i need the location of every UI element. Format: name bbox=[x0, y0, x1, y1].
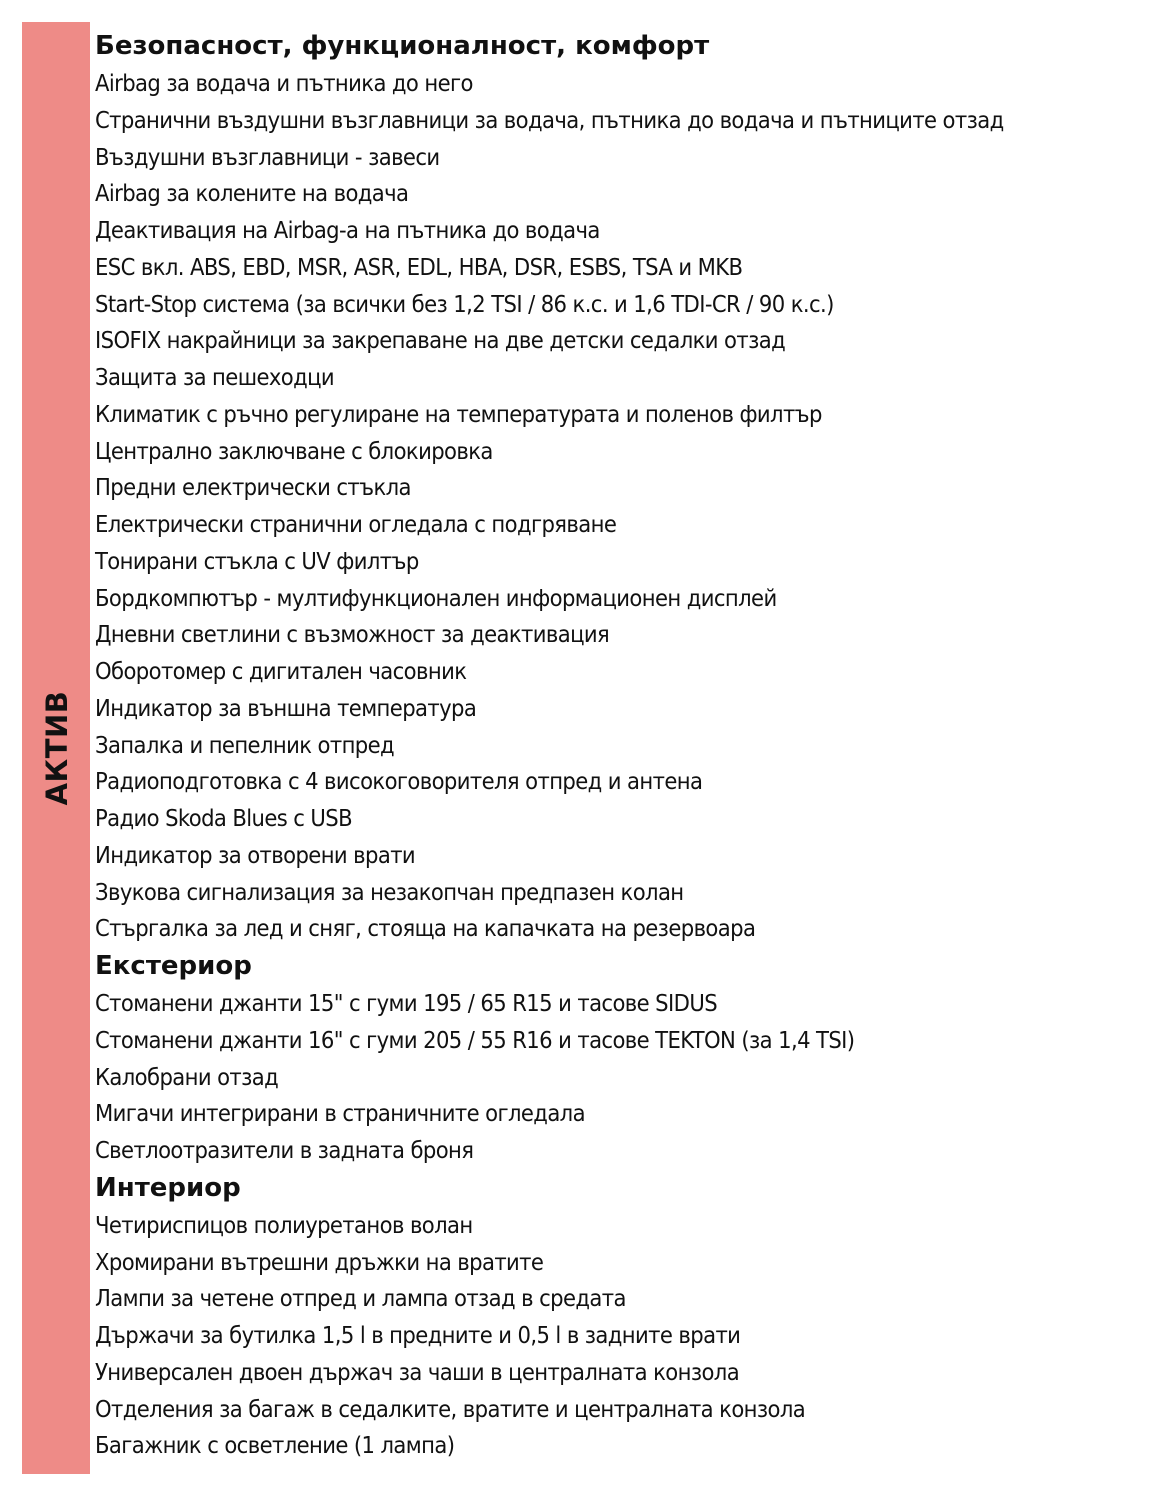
list-item: ESC вкл. ABS, EBD, MSR, ASR, EDL, HBA, DSR, ESBS, TSA и MKB bbox=[95, 252, 743, 281]
list-item: Багажник с осветление (1 лампа) bbox=[95, 1431, 455, 1460]
list-item: Централно заключване с блокировка bbox=[95, 436, 493, 465]
section-title-safety: Безопасност, функционалност, комфорт bbox=[95, 31, 710, 61]
list-item: ISOFIX накрайници за закрепаване на две детски седалки отзад bbox=[95, 326, 786, 355]
list-item: Стоманени джанти 15" с гуми 195 / 65 R15 и тасове SIDUS bbox=[95, 989, 718, 1017]
list-item: Airbag за водача и пътника до него bbox=[95, 69, 473, 97]
list-item: Индикатор за отворени врати bbox=[95, 840, 416, 869]
section-title-exterior: Екстериор bbox=[95, 951, 252, 981]
list-item: Въздушни възглавници - завеси bbox=[95, 142, 440, 171]
equipment-list bbox=[95, 27, 1155, 1464]
interior-items bbox=[95, 1207, 1155, 1464]
section-title-interior: Интериор bbox=[95, 1172, 241, 1203]
list-item: Airbag за колените на водача bbox=[95, 179, 409, 208]
list-item: Универсален двоен държач за чаши в централната конзола bbox=[95, 1357, 740, 1386]
list-item: Отделения за багаж в седалките, вратите и централната конзола bbox=[95, 1394, 806, 1423]
list-item: Предни електрически стъкла bbox=[95, 473, 411, 502]
list-item: Мигачи интегрирани в страничните огледала bbox=[95, 1099, 585, 1128]
safety-items bbox=[95, 65, 1155, 947]
list-item: Лампи за четене отпред и лампа отзад в средата bbox=[95, 1284, 626, 1313]
list-item: Оборотомер с дигитален часовник bbox=[95, 657, 467, 685]
list-item: Тонирани стъкла с UV филтър bbox=[95, 546, 419, 575]
list-item: Четириспицов полиуретанов волан bbox=[95, 1210, 473, 1239]
list-item: Стоманени джанти 16" с гуми 205 / 55 R16 и тасове TEKTON (за 1,4 TSI) bbox=[95, 1025, 855, 1054]
list-item: Климатик с ръчно регулиране на температурата и поленов филтър bbox=[95, 399, 822, 428]
list-item: Хромирани вътрешни дръжки на вратите bbox=[95, 1247, 544, 1276]
list-item: Калобрани отзад bbox=[95, 1062, 279, 1091]
list-item: Защита за пешеходци bbox=[95, 363, 335, 391]
list-item: Радиоподготовка с 4 високоговорителя отпред и антена bbox=[95, 767, 703, 796]
list-item: Държачи за бутилка 1,5 l в предните и 0,5 l в задните врати bbox=[95, 1321, 741, 1349]
list-item: Стъргалка за лед и сняг, стояща на капачката на резервоара bbox=[95, 914, 756, 943]
exterior-items bbox=[95, 985, 1155, 1169]
list-item: Запалка и пепелник отпред bbox=[95, 730, 395, 759]
list-item: Радио Skoda Blues с USB bbox=[95, 804, 353, 832]
list-item: Странични въздушни възглавници за водача, пътника до водача и пътниците отзад bbox=[95, 105, 1004, 134]
list-item: Дневни светлини с възможност за деактивация bbox=[95, 620, 610, 649]
list-item: Електрически странични огледала с подгряване bbox=[95, 510, 617, 538]
trim-level-label: АКТИВ bbox=[40, 690, 74, 806]
list-item: Звукова сигнализация за незакопчан предпазен колан bbox=[95, 877, 684, 906]
list-item: Светлоотразители в задната броня bbox=[95, 1136, 474, 1164]
list-item: Деактивация на Airbag-a на пътника до водача bbox=[95, 216, 600, 244]
list-item: Индикатор за външна температура bbox=[95, 693, 477, 722]
list-item: Start-Stop система (за всички без 1,2 TSI / 86 к.с. и 1,6 TDI-CR / 90 к.с.) bbox=[95, 289, 834, 318]
list-item: Бордкомпютър - мултифункционален информационен дисплей bbox=[95, 583, 777, 612]
